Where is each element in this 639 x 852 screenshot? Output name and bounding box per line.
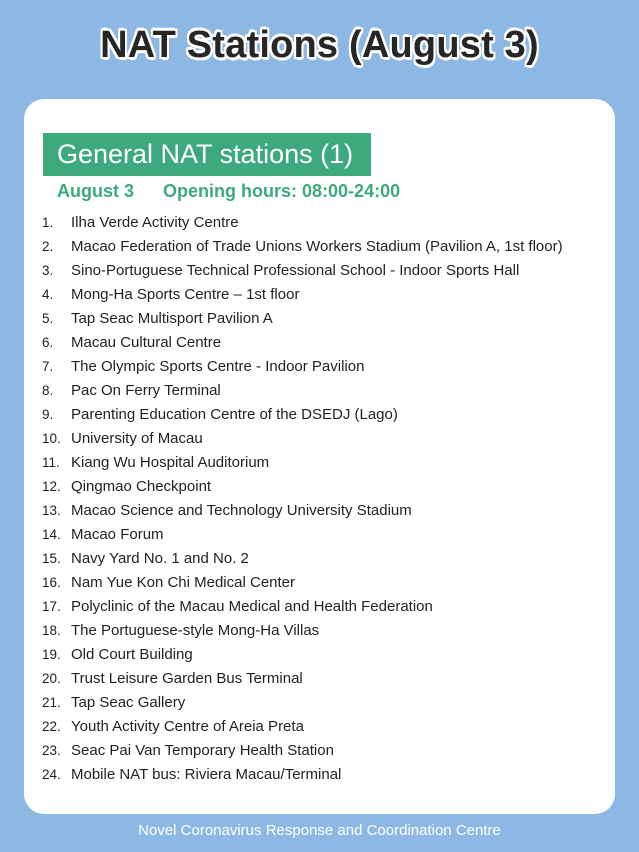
list-item-number: 22. — [42, 719, 61, 734]
list-item — [42, 355, 612, 379]
list-item-number: 14. — [42, 527, 61, 542]
content-card — [24, 99, 615, 814]
date-label: August 3 — [57, 181, 135, 201]
list-item-number: 13. — [42, 503, 61, 518]
list-item-label: Kiang Wu Hospital Auditorium — [71, 454, 270, 471]
list-item-number: 4. — [42, 287, 54, 302]
list-item — [42, 235, 612, 259]
list-item-number: 10. — [42, 431, 61, 446]
list-item — [42, 403, 612, 427]
section-heading: General NAT stations (1) — [43, 133, 371, 176]
list-item-label: Qingmao Checkpoint — [71, 478, 212, 495]
list-item — [42, 715, 612, 739]
list-item — [42, 643, 612, 667]
list-item-label: Tap Seac Gallery — [71, 694, 186, 711]
list-item-label: Macao Forum — [71, 526, 164, 543]
list-item — [42, 691, 612, 715]
list-item — [42, 499, 612, 523]
list-item-label: Trust Leisure Garden Bus Terminal — [71, 670, 303, 687]
list-item-number: 15. — [42, 551, 61, 566]
page-title: NAT Stations (August 3) — [100, 24, 539, 66]
list-item-label: Pac On Ferry Terminal — [71, 382, 221, 399]
list-item — [42, 259, 612, 283]
list-item-number: 7. — [42, 359, 54, 374]
list-item — [42, 451, 612, 475]
list-item-label: Mong-Ha Sports Centre – 1st floor — [71, 286, 300, 303]
list-item-label: Sino-Portuguese Technical Professional School - Indoor Sports Hall — [71, 262, 520, 279]
list-item — [42, 739, 612, 763]
list-item — [42, 763, 612, 787]
list-item — [42, 595, 612, 619]
list-item-number: 16. — [42, 575, 61, 590]
list-item — [42, 619, 612, 643]
list-item-number: 20. — [42, 671, 61, 686]
list-item-label: Macau Cultural Centre — [71, 334, 222, 351]
list-item — [42, 667, 612, 691]
list-item-number: 5. — [42, 311, 54, 326]
list-item — [42, 379, 612, 403]
list-item-label: Old Court Building — [71, 646, 193, 663]
list-item-number: 6. — [42, 335, 54, 350]
list-item — [42, 307, 612, 331]
list-item — [42, 571, 612, 595]
station-list — [42, 211, 612, 787]
list-item-label: Mobile NAT bus: Riviera Macau/Terminal — [71, 766, 342, 783]
list-item-label: Nam Yue Kon Chi Medical Center — [71, 574, 296, 591]
list-item-number: 11. — [42, 455, 60, 470]
opening-hours: Opening hours: 08:00-24:00 — [163, 181, 401, 201]
list-item-label: The Portuguese-style Mong-Ha Villas — [71, 622, 320, 639]
list-item-number: 19. — [42, 647, 61, 662]
footer-credit: Novel Coronavirus Response and Coordination Centre — [138, 822, 501, 839]
list-item — [42, 211, 612, 235]
list-item-label: Parenting Education Centre of the DSEDJ (Lago) — [71, 406, 398, 423]
list-item — [42, 475, 612, 499]
list-item-label: The Olympic Sports Centre - Indoor Pavilion — [71, 358, 365, 375]
list-item-label: Ilha Verde Activity Centre — [71, 214, 239, 231]
list-item-number: 17. — [42, 599, 61, 614]
list-item — [42, 427, 612, 451]
list-item-label: Macao Federation of Trade Unions Workers Stadium (Pavilion A, 1st floor) — [71, 238, 563, 255]
list-item — [42, 331, 612, 355]
list-item-number: 8. — [42, 383, 54, 398]
list-item-number: 1. — [42, 215, 54, 230]
list-item-number: 9. — [42, 407, 54, 422]
date-hours-line — [57, 181, 400, 202]
list-item-label: Tap Seac Multisport Pavilion A — [71, 310, 273, 327]
list-item-number: 24. — [42, 767, 61, 782]
list-item-number: 2. — [42, 239, 54, 254]
list-item-label: Seac Pai Van Temporary Health Station — [71, 742, 334, 759]
list-item-number: 23. — [42, 743, 61, 758]
list-item — [42, 523, 612, 547]
list-item-label: Navy Yard No. 1 and No. 2 — [71, 550, 249, 567]
list-item-label: University of Macau — [71, 430, 203, 447]
list-item-number: 12. — [42, 479, 61, 494]
list-item-label: Youth Activity Centre of Areia Preta — [71, 718, 304, 735]
list-item-number: 3. — [42, 263, 54, 278]
list-item-number: 21. — [42, 695, 61, 710]
list-item-number: 18. — [42, 623, 61, 638]
list-item — [42, 547, 612, 571]
list-item-label: Macao Science and Technology University Stadium — [71, 502, 412, 519]
list-item — [42, 283, 612, 307]
list-item-label: Polyclinic of the Macau Medical and Health Federation — [71, 598, 433, 615]
